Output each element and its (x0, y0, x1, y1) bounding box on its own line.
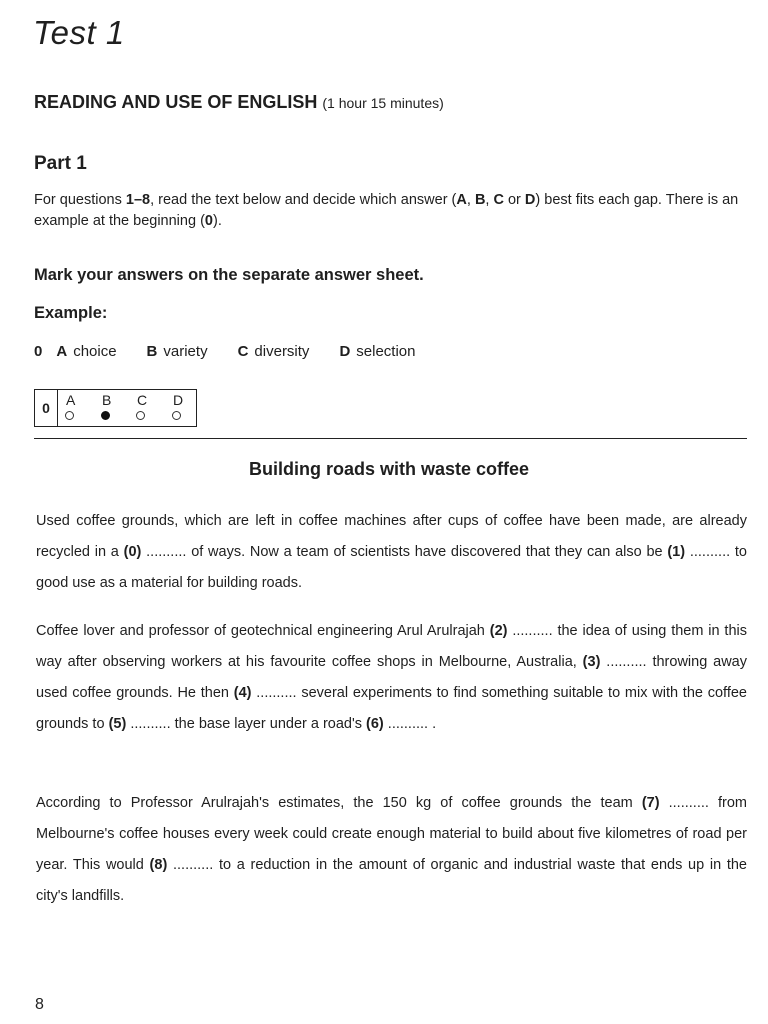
option-letter: C (237, 343, 249, 360)
instructions-text: , (466, 192, 475, 208)
answer-letter-b: B (102, 392, 112, 408)
section-divider (34, 438, 747, 439)
option-letter: D (339, 343, 351, 360)
instructions-text: , (485, 192, 494, 208)
passage-text: Used coffee grounds, which are left in coffee machines after cups of coffee have been made, are already recycled in a (36, 513, 747, 560)
gap-number: (0) (123, 544, 142, 560)
example-option-d (339, 343, 415, 360)
example-option-a (56, 343, 116, 360)
gap-number: (4) (233, 685, 252, 701)
example-option-c (238, 343, 310, 360)
passage-text: .......... the base layer under a road's (126, 716, 367, 732)
option-letter: B (146, 343, 158, 360)
section-heading (34, 92, 444, 113)
instructions-bold: 1–8 (125, 192, 151, 208)
answer-bubble-d (172, 411, 181, 420)
example-answer-box (34, 389, 197, 427)
answer-box-number: 0 (35, 390, 58, 426)
option-text: choice (73, 343, 117, 360)
gap-number: (1) (667, 544, 686, 560)
instructions-bold: 0 (204, 213, 213, 229)
example-option-b (147, 343, 208, 360)
test-title: Test 1 (33, 14, 125, 51)
mark-answers-note: Mark your answers on the separate answer sheet. (34, 266, 424, 284)
passage-text: .......... the idea of using them in this way after observing workers at his favourite coffee shops in Melbourne, Australia, (36, 623, 747, 670)
passage-text: According to Professor Arulrajah's estimates, the 150 kg of coffee grounds the team (36, 795, 642, 811)
answer-box-grid (58, 390, 196, 426)
answer-bubble-a (65, 411, 74, 420)
instructions-text: ) best fits each gap. There is an example at the beginning ( (34, 192, 739, 229)
example-label: Example: (34, 304, 108, 322)
passage-text: .......... to good use as a material for building roads. (36, 544, 747, 591)
section-title: READING AND USE OF ENGLISH (34, 92, 318, 112)
gap-number: (2) (489, 623, 508, 639)
gap-number: (6) (366, 716, 384, 732)
option-letter: A (56, 343, 68, 360)
example-options (34, 343, 445, 360)
passage-paragraph-1 (36, 506, 747, 599)
passage-text: .......... to a reduction in the amount of organic and industrial waste that ends up in the city's landfills. (36, 857, 747, 904)
page-number: 8 (35, 996, 44, 1013)
passage-text: .......... throwing away used coffee grounds. He then (36, 654, 747, 701)
section-duration: (1 hour 15 minutes) (322, 95, 444, 111)
example-number: 0 (34, 343, 43, 360)
gap-number: (3) (582, 654, 601, 670)
instructions-bold: A (456, 192, 467, 208)
instructions-bold: D (524, 192, 536, 208)
answer-letter-d: D (173, 392, 184, 408)
instructions-text: For questions (34, 192, 126, 208)
option-text: variety (163, 343, 208, 360)
passage-text: .......... from Melbourne's coffee houses every week could create enough material to build about five kilometres of road per year. This would (36, 795, 747, 873)
passage-paragraph-3 (36, 788, 747, 912)
answer-letter-a: A (66, 392, 76, 408)
answer-bubble-b (101, 411, 110, 420)
part-title: Part 1 (34, 153, 87, 174)
instructions-text: ). (212, 213, 222, 229)
instructions-bold: C (493, 192, 504, 208)
passage-text: .......... . (383, 716, 437, 732)
answer-letter-c: C (137, 392, 148, 408)
passage-text: Coffee lover and professor of geotechnical engineering Arul Arulrajah (36, 623, 490, 639)
instructions (34, 190, 749, 232)
gap-number: (5) (108, 716, 127, 732)
passage-text: .......... several experiments to find something suitable to mix with the coffee grounds to (36, 685, 747, 732)
passage-paragraph-2 (36, 616, 747, 740)
instructions-bold: B (474, 192, 486, 208)
passage-title: Building roads with waste coffee (248, 459, 530, 479)
instructions-text: or (503, 192, 525, 208)
answer-bubble-c (136, 411, 145, 420)
option-text: diversity (254, 343, 310, 360)
passage-text: .......... of ways. Now a team of scientists have discovered that they can also be (141, 544, 668, 560)
gap-number: (7) (641, 795, 660, 811)
option-text: selection (356, 343, 416, 360)
instructions-text: , read the text below and decide which answer ( (150, 192, 457, 208)
gap-number: (8) (149, 857, 168, 873)
